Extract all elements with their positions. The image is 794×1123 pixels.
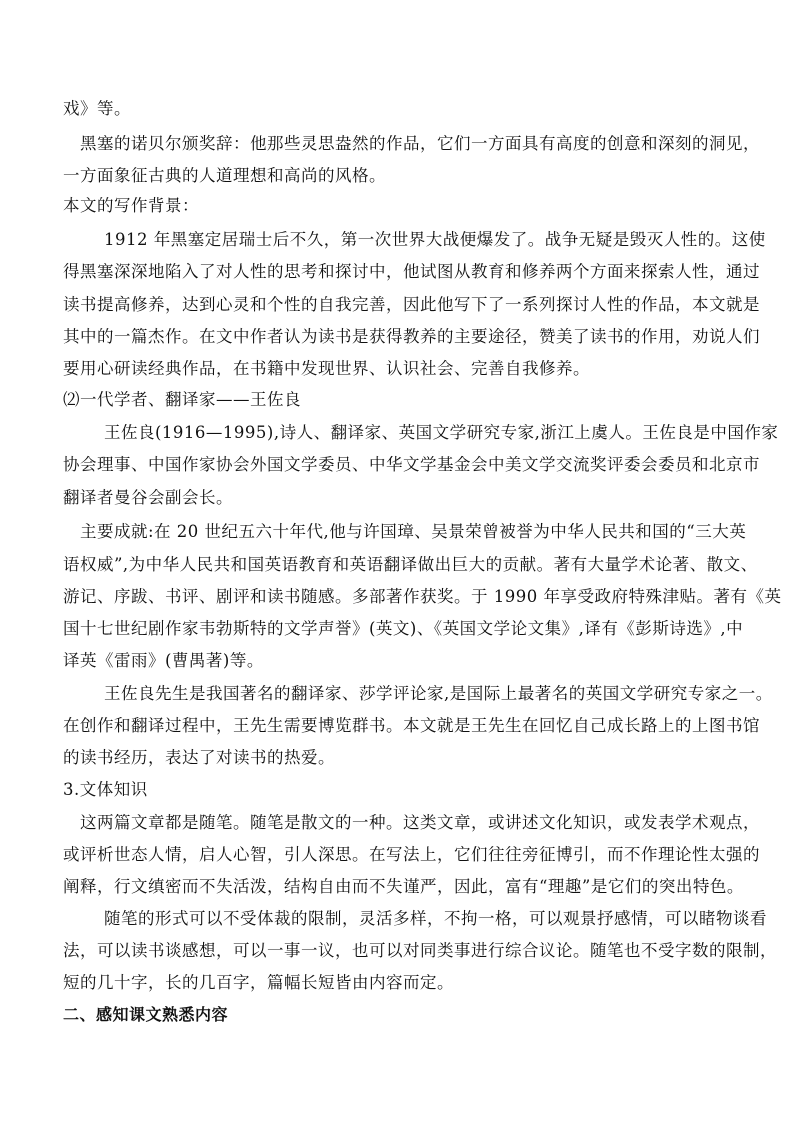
paragraph-line: 游记、序跋、书评、剧评和读书随感。多部著作获奖。于 1990 年享受政府特殊津贴。著有《英 <box>63 587 782 606</box>
paragraph-line: 短的几十字，长的几百字，篇幅长短皆由内容而定。 <box>63 973 454 992</box>
paragraph-line: 王佐良(1916—1995),诗人、翻译家、英国文学研究专家,浙江上虞人。王佐良是中国作家 <box>104 423 779 442</box>
paragraph-line: 在创作和翻译过程中，王先生需要博览群书。本文就是王先生在回忆自己成长路上的上图书馆 <box>63 716 760 735</box>
paragraph-line: 其中的一篇杰作。在文中作者认为读书是获得教养的主要途径，赞美了读书的作用，劝说人们 <box>63 327 760 346</box>
paragraph-line: 主要成就:在 20 世纪五六十年代,他与许国璋、吴景荣曾被誉为中华人民共和国的“三大英 <box>80 522 747 541</box>
paragraph-line: 王佐良先生是我国著名的翻译家、莎学评论家,是国际上最著名的英国文学研究专家之一。 <box>104 684 773 703</box>
paragraph-line: 协会理事、中国作家协会外国文学委员、中华文学基金会中美文学交流奖评委会委员和北京市 <box>63 455 760 474</box>
paragraph-line: 随笔的形式可以不受体裁的限制，灵活多样，不拘一格，可以观景抒感情，可以睹物谈看 <box>104 909 767 928</box>
paragraph-line: 的读书经历，表达了对读书的热爱。 <box>63 748 335 767</box>
paragraph-line: 得黑塞深深地陷入了对人性的思考和探讨中，他试图从教育和修养两个方面来探索人性，通过 <box>63 262 760 281</box>
subheading: ⑵一代学者、翻译家——王佐良 <box>63 390 301 409</box>
paragraph-line: 翻译者曼谷会副会长。 <box>63 488 233 507</box>
paragraph-line: 译英《雷雨》(曹禺著)等。 <box>63 651 264 670</box>
section-label: 本文的写作背景： <box>63 196 199 215</box>
paragraph-line: 法，可以读书谈感想，可以一事一议，也可以对同类事进行综合议论。随笔也不受字数的限制， <box>63 941 777 960</box>
paragraph-line: 一方面象征古典的人道理想和高尚的风格。 <box>63 166 386 185</box>
paragraph-line: 1912 年黑塞定居瑞士后不久，第一次世界大战便爆发了。战争无疑是毁灭人性的。这使 <box>104 230 766 249</box>
paragraph-line: 国十七世纪剧作家韦勃斯特的文学声誉》(英文)、《英国文学论文集》,译有《彭斯诗选》,中 <box>63 619 744 638</box>
paragraph-line: 语权威”,为中华人民共和国英语教育和英语翻译做出巨大的贡献。著有大量学术论著、散文、 <box>63 555 758 574</box>
paragraph-line: 这两篇文章都是随笔。随笔是散文的一种。这类文章，或讲述文化知识，或发表学术观点， <box>80 813 760 832</box>
paragraph-line: 要用心研读经典作品，在书籍中发现世界、认识社会、完善自我修养。 <box>63 359 590 378</box>
paragraph-line: 读书提高修养，达到心灵和个性的自我完善，因此他写下了一系列探讨人性的作品，本文就是 <box>63 295 760 314</box>
subheading: 3.文体知识 <box>63 780 148 799</box>
paragraph-line: 或评析世态人情，启人心智，引人深思。在写法上，它们往往旁征博引，而不作理论性太强的 <box>63 845 760 864</box>
paragraph-line: 阐释，行文缜密而不失活泼，结构自由而不失谨严，因此，富有“理趣”是它们的突出特色。 <box>63 877 744 896</box>
paragraph-line: 戏》等。 <box>63 99 131 118</box>
paragraph-line: 黑塞的诺贝尔颁奖辞：他那些灵思盎然的作品，它们一方面具有高度的创意和深刻的洞见， <box>80 134 760 153</box>
section-heading: 二、感知课文熟悉内容 <box>63 1005 229 1024</box>
